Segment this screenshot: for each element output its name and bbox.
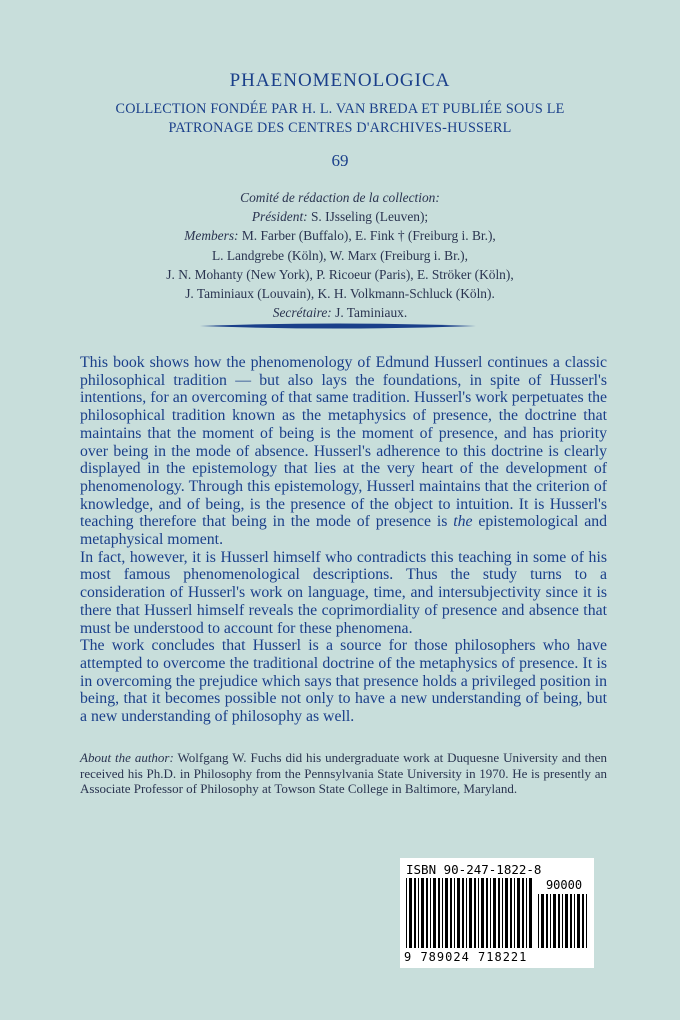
barcode-bar	[565, 894, 568, 948]
president-name: S. IJsseling (Leuven);	[310, 209, 429, 225]
barcode-bar	[433, 878, 436, 948]
barcode-bar	[490, 878, 491, 948]
editorial-committee	[80, 188, 600, 322]
secretary-name: J. Taminiaux.	[335, 305, 408, 321]
secretary-label: Secrétaire:	[272, 305, 332, 321]
barcode-bar	[546, 894, 548, 948]
barcode-bar	[550, 894, 551, 948]
description-paragraph: In fact, however, it is Husserl himself who contradicts this teaching in some of his most famous phenomenological descriptions. Thus the study turns to a consideration of Husserl's work on language, time, and intersubjectivity since it is there that Husserl himself reveals the coprimordiality of presence and absence that must be understood to account for these phenomena.	[80, 548, 607, 637]
about-the-author	[80, 750, 607, 797]
barcode-bar	[577, 894, 580, 948]
barcode-bar	[541, 894, 544, 948]
barcode-bar	[430, 878, 431, 948]
barcode-bar	[418, 878, 419, 948]
barcode-bar	[445, 878, 448, 948]
barcode-bar	[421, 878, 424, 948]
description-paragraph: The work concludes that Husserl is a source for those philosophers who have attempted to overcome the traditional doctrine of the metaphysics of presence. It is in overcoming the prejudice which says that presence holds a privileged position in being, that it becomes possible not only to have a new understanding of being, but a new understanding of philosophy as well.	[80, 637, 607, 726]
barcode-bar	[466, 878, 467, 948]
series-subtitle	[90, 100, 590, 138]
barcode-bar	[562, 894, 563, 948]
barcode-bar	[498, 878, 500, 948]
barcode-bar	[478, 878, 479, 948]
barcode-bar	[505, 878, 508, 948]
barcode-bar	[553, 894, 556, 948]
committee-heading: Comité de rédaction de la collection:	[240, 190, 440, 205]
barcode-bar	[514, 878, 515, 948]
barcode-bar	[438, 878, 440, 948]
barcode-bar	[570, 894, 572, 948]
barcode-bar	[574, 894, 575, 948]
barcode-bar	[493, 878, 496, 948]
members-line: L. Landgrebe (Köln), W. Marx (Freiburg i. Br.),	[212, 247, 468, 263]
book-description	[80, 354, 607, 726]
barcode-bar	[502, 878, 503, 948]
isbn-barcode	[400, 858, 594, 968]
barcode-bar	[462, 878, 464, 948]
barcode-bar	[517, 878, 520, 948]
barcode-bar	[414, 878, 416, 948]
series-subtitle-line1: COLLECTION FONDÉE PAR H. L. VAN BREDA ET PUBLIÉE SOUS LE	[115, 101, 565, 117]
barcode-bar	[409, 878, 412, 948]
description-paragraph: This book shows how the phenomenology of Edmund Husserl continues a classic philosophical tradition — but also lays the foundations, in spite of Husserl's intentions, for an overcoming of that same tradition. Husserl's work perpetuates the philosophical tradition known as the metaphysics of presence, the doctrine that maintains that the moment of being is the moment of presence, and has priority over being in the mode of absence. Husserl's adherence to this doctrine is clearly displayed in the epistemology that lies at the very heart of the development of phenomenology. Through this epistemology, Husserl maintains that the criterion of knowledge, and of being, is the presence of the object to intuition. It is Husserl's teaching therefore that being in the mode of presence is the epistemological and metaphysical moment.	[80, 354, 607, 549]
barcode-bar	[510, 878, 512, 948]
about-text: Wolfgang W. Fuchs did his undergraduate work at Duquesne University and then received his Ph.D. in Philosophy from the Pennsylvania State University in 1970. He is presently an Associate Professor of Philosophy at Towson State College in Baltimore, Maryland.	[80, 750, 608, 797]
members-label: Members:	[184, 228, 239, 244]
price-addon-code: 90000	[545, 878, 583, 892]
barcode-bar	[538, 894, 539, 948]
barcode-bar	[481, 878, 484, 948]
members-line: J. N. Mohanty (New York), P. Ricoeur (Paris), E. Ströker (Köln),	[166, 266, 514, 282]
barcode-bar	[454, 878, 455, 948]
barcode-bar	[486, 878, 488, 948]
barcode-bar	[586, 894, 587, 948]
ean-number: 9 789024 718221	[404, 950, 528, 964]
series-title: PHAENOMENOLOGICA	[229, 70, 451, 91]
barcode-bar	[450, 878, 452, 948]
barcode-bar	[469, 878, 472, 948]
barcode-bar	[558, 894, 560, 948]
barcode-bar	[406, 878, 407, 948]
members-line: M. Farber (Buffalo), E. Fink † (Freiburg i. Br.),	[241, 228, 496, 244]
series-number: 69	[331, 151, 349, 170]
president-label: Président:	[251, 209, 308, 225]
barcode-bar	[457, 878, 460, 948]
decorative-divider	[200, 322, 476, 330]
barcode-bar	[582, 894, 584, 948]
barcode-bar	[526, 878, 527, 948]
series-subtitle-line2: PATRONAGE DES CENTRES D'ARCHIVES-HUSSERL	[168, 120, 512, 136]
barcode-bar	[426, 878, 428, 948]
barcode-bar	[442, 878, 443, 948]
ean-barcode-bars	[406, 878, 534, 948]
members-line: J. Taminiaux (Louvain), K. H. Volkmann-Schluck (Köln).	[185, 286, 495, 302]
isbn-number: ISBN 90-247-1822-8	[406, 862, 542, 877]
barcode-bar	[522, 878, 524, 948]
addon-barcode-bars	[538, 894, 590, 948]
barcode-bar	[474, 878, 476, 948]
barcode-bar	[529, 878, 532, 948]
about-label: About the author:	[80, 750, 174, 765]
emphasis-the: the	[453, 513, 473, 531]
